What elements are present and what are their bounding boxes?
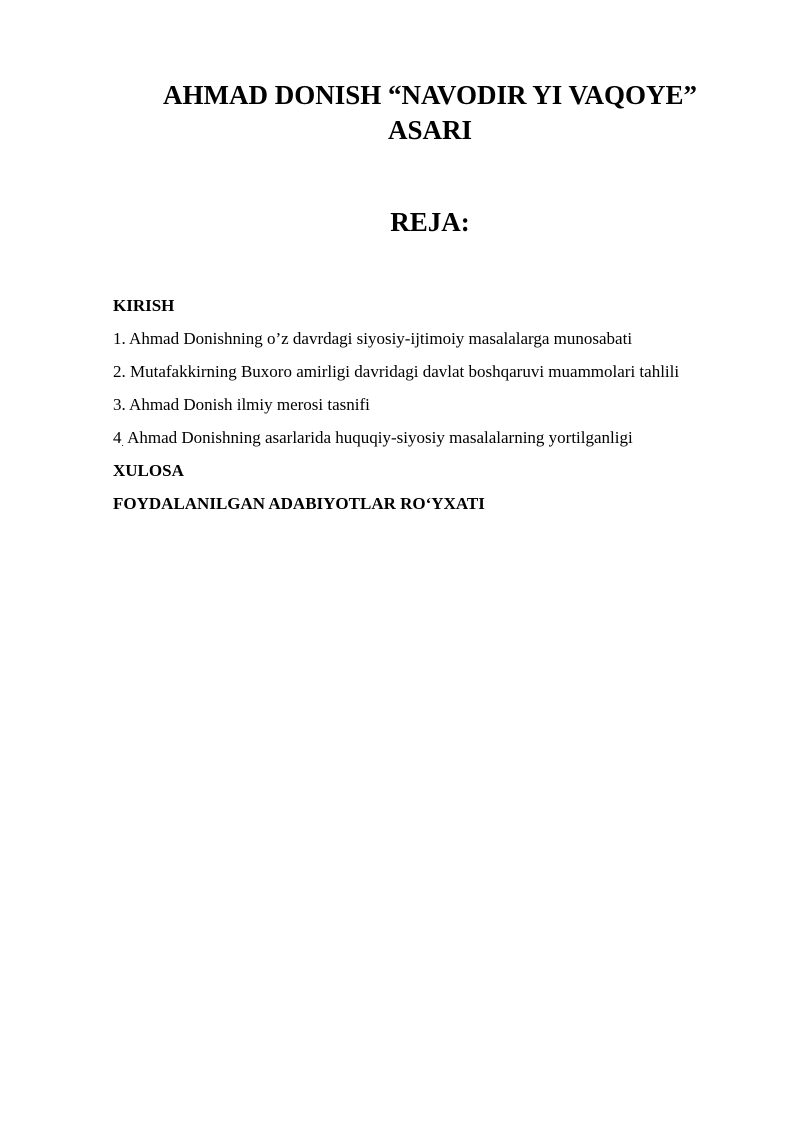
plan-item-references: FOYDALANILGAN ADABIYOTLAR RO‘YXATI bbox=[113, 494, 485, 513]
title-line-2: ASARI bbox=[387, 115, 473, 145]
plan-item-4-number: 4 bbox=[113, 428, 122, 447]
plan-item-3: 3. Ahmad Donish ilmiy merosi tasnifi bbox=[113, 395, 370, 414]
plan-item-4-dot: . bbox=[121, 438, 124, 448]
plan-item-conclusion: XULOSA bbox=[113, 461, 184, 480]
document-title bbox=[100, 78, 760, 148]
plan-item-1: 1. Ahmad Donishning o’z davrdagi siyosiy-ijtimoiy masalalarga munosabati bbox=[113, 329, 633, 348]
plan-item-4 bbox=[113, 426, 773, 459]
plan-item-2: 2. Mutafakkirning Buxoro amirligi davridagi davlat boshqaruvi muammolari tahlili bbox=[113, 362, 680, 381]
plan-heading: REJA: bbox=[390, 207, 470, 237]
plan-item-4-text: Ahmad Donishning asarlarida huquqiy-siyosiy masalalarning yortilganligi bbox=[127, 428, 633, 447]
plan-item-introduction: KIRISH bbox=[113, 296, 175, 315]
title-line-1: AHMAD DONISH “NAVODIR YI VAQOYE” bbox=[162, 80, 698, 110]
plan-list bbox=[113, 294, 773, 525]
